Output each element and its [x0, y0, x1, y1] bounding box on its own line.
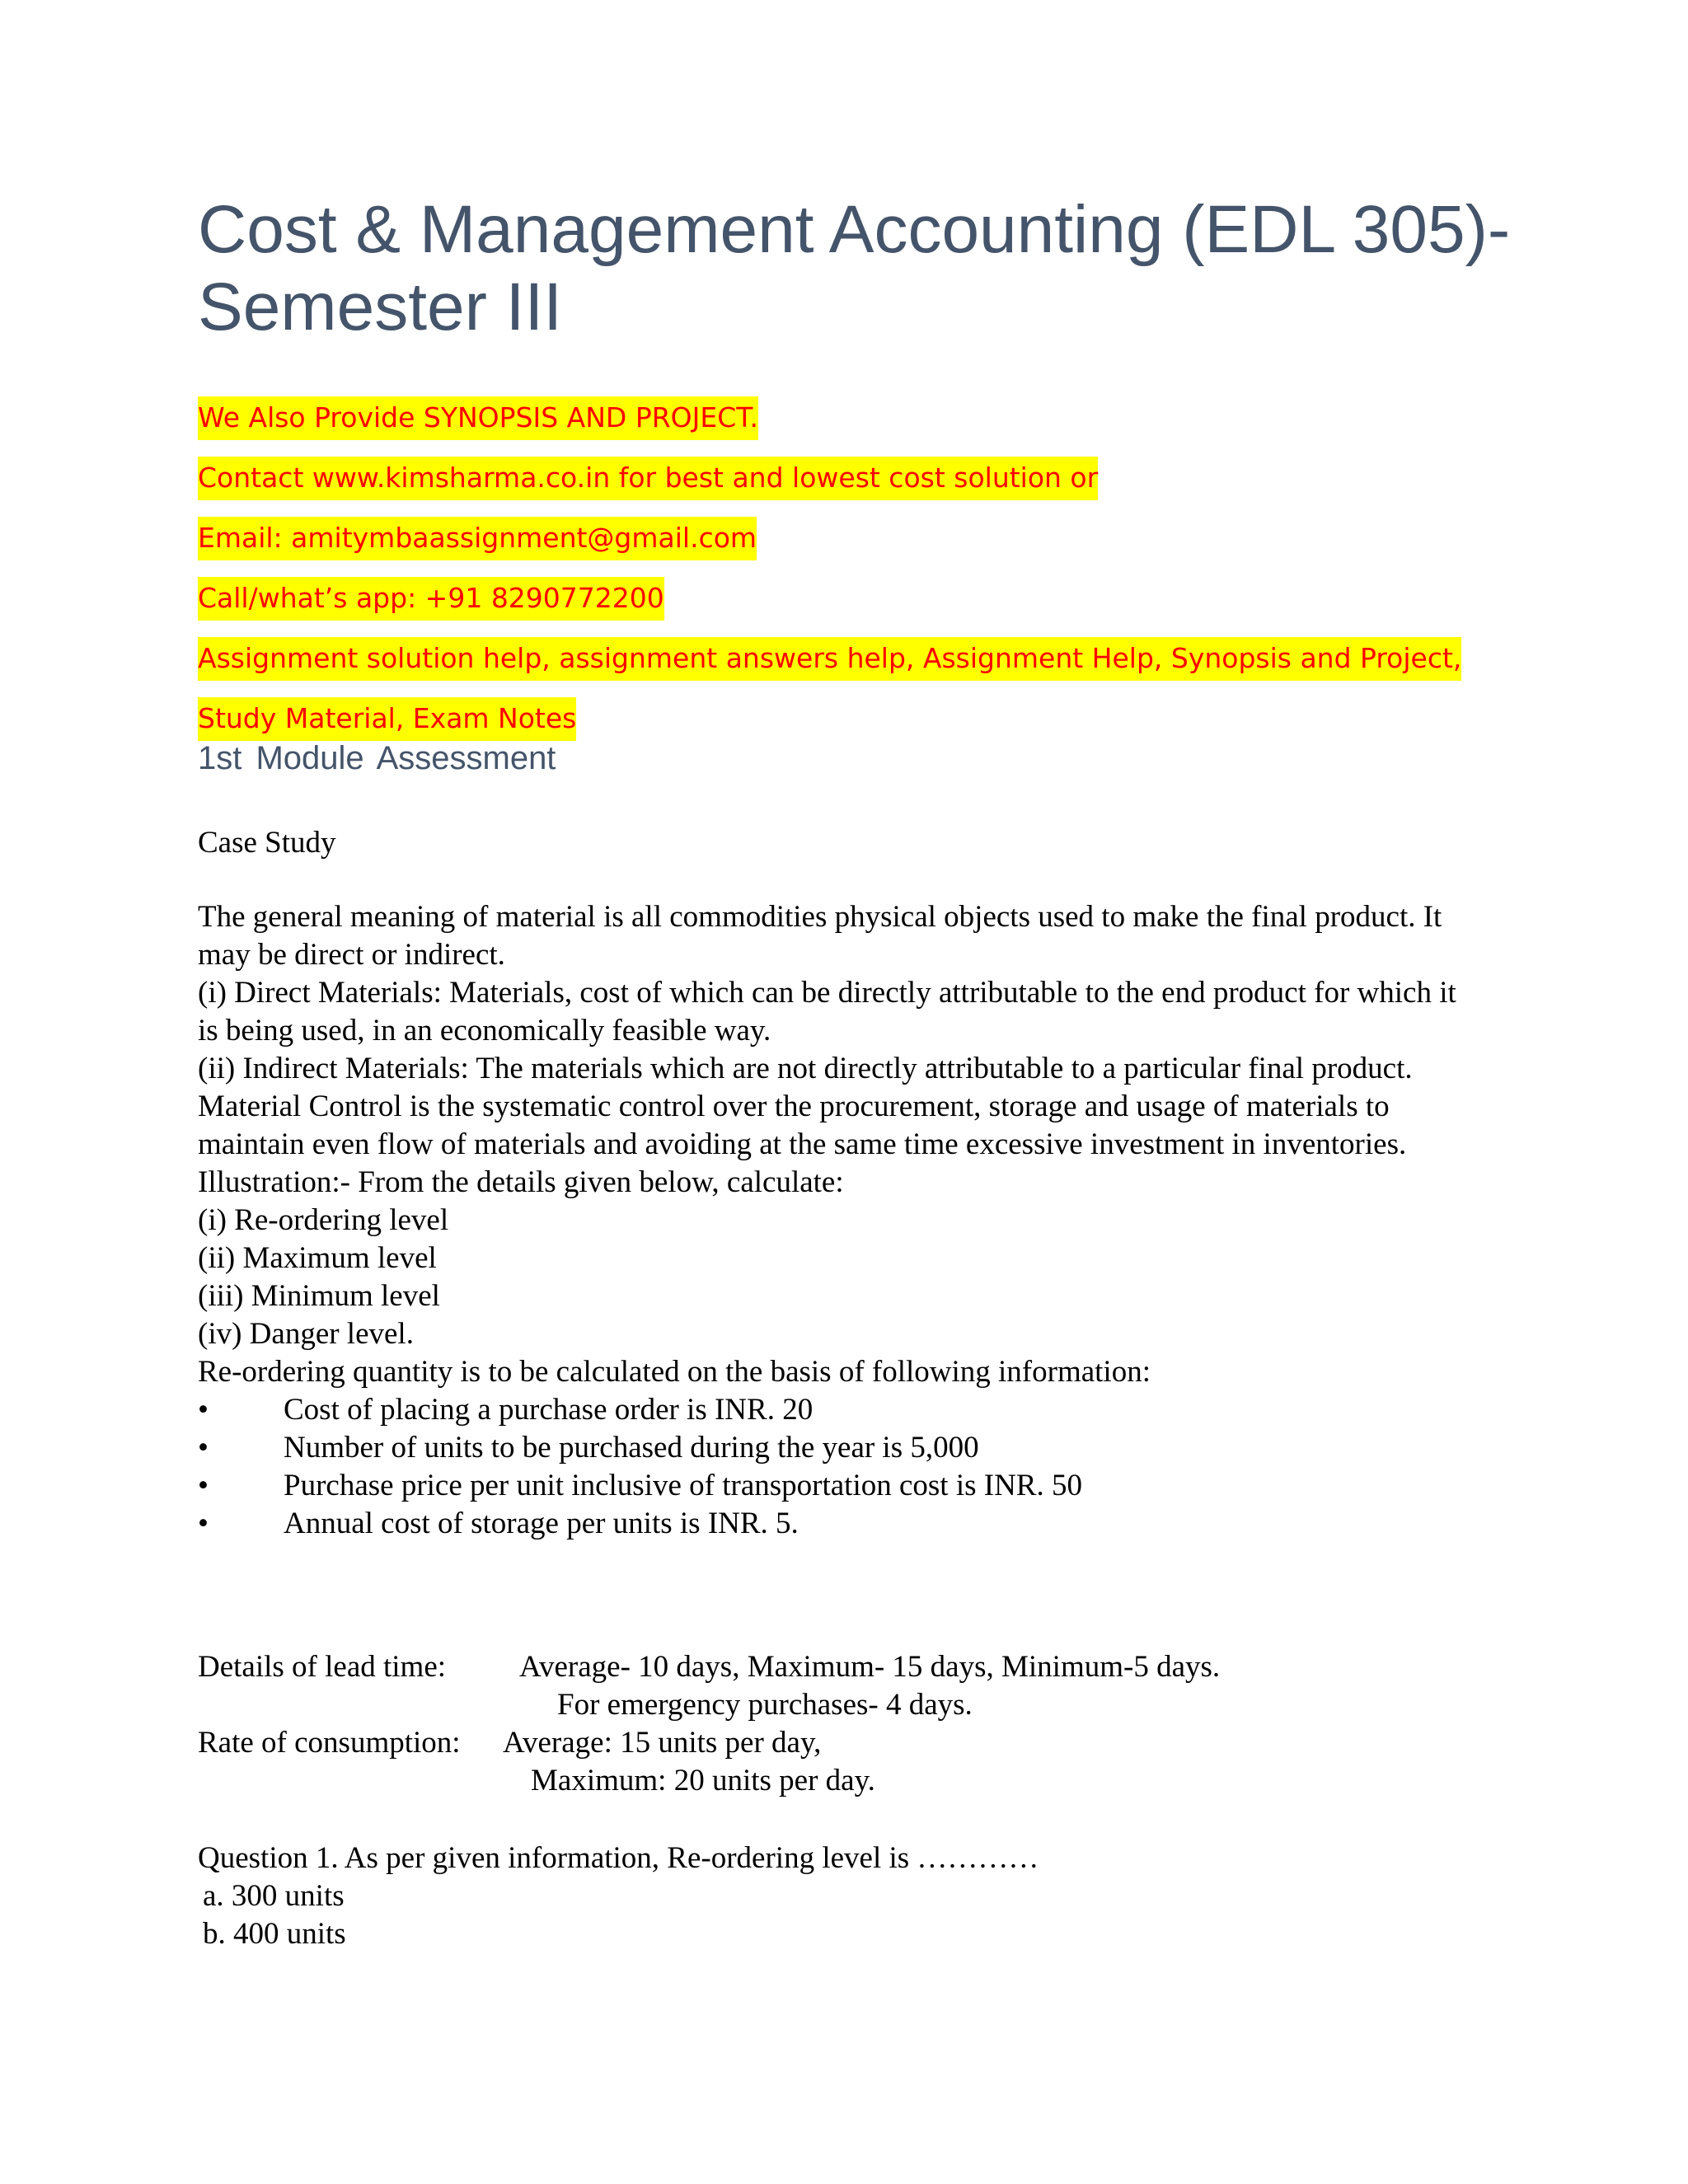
paragraph-indirect-materials: (ii) Indirect Materials: The materials which are not directly attributable to a particular final product.: [198, 1052, 1413, 1085]
bullet-text: Annual cost of storage per units is INR. 5.: [284, 1507, 799, 1540]
paragraph-direct-materials: (i) Direct Materials: Materials, cost of which can be directly attributable to the end product for which it is being used, in an economically feasible way.: [198, 976, 1456, 1047]
question-1: [198, 1840, 1517, 1953]
bullet-item: [198, 1467, 1484, 1505]
paragraph-reorder-intro: Re-ordering quantity is to be calculated on the basis of following information:: [198, 1355, 1151, 1389]
title-line-2: Semester III: [198, 269, 563, 344]
bullet-item: [198, 1429, 1484, 1467]
title-line-1: Cost & Management Accounting (EDL 305)-: [198, 192, 1511, 267]
answer-option: b. 400 units: [203, 1917, 346, 1951]
consumption-average: Average: 15 units per day,: [503, 1726, 822, 1760]
lead-time-row: [198, 1648, 1517, 1686]
bullet-icon: •: [198, 1431, 209, 1465]
case-study-heading: Case Study: [198, 826, 336, 860]
lead-time-emergency: For emergency purchases- 4 days.: [557, 1688, 973, 1722]
calc-item: (iv) Danger level.: [198, 1317, 414, 1351]
lead-time-emergency-row: [198, 1686, 1517, 1724]
calc-item: (iii) Minimum level: [198, 1279, 440, 1313]
document-title: [198, 191, 1550, 346]
paragraph-general: The general meaning of material is all commodities physical objects used to make the final product. It may be direct or indirect.: [198, 900, 1442, 972]
consumption-label: Rate of consumption:: [198, 1726, 461, 1760]
promo-email-line[interactable]: Email: amitymbaassignment@gmail.com: [198, 508, 1599, 568]
promo-line: We Also Provide SYNOPSIS AND PROJECT.: [198, 387, 1599, 448]
case-study-content: [198, 898, 1484, 1543]
paragraph-illustration: Illustration:- From the details given below, calculate:: [198, 1165, 844, 1199]
calc-item: (i) Re-ordering level: [198, 1203, 449, 1237]
module-heading: 1st Module Assessment: [198, 740, 556, 776]
promo-phone-line: Call/what’s app: +91 8290772200: [198, 568, 1599, 628]
bullet-text: Cost of placing a purchase order is INR. 20: [284, 1393, 814, 1427]
calc-item: (ii) Maximum level: [198, 1241, 437, 1275]
bullet-icon: •: [198, 1469, 209, 1502]
consumption-maximum: Maximum: 20 units per day.: [531, 1764, 875, 1797]
consumption-row: [198, 1724, 1517, 1762]
lead-time-label: Details of lead time:: [198, 1650, 447, 1684]
bullet-item: [198, 1391, 1484, 1429]
lead-time-details: [198, 1648, 1517, 1800]
bullet-icon: •: [198, 1393, 209, 1427]
bullet-item: [198, 1505, 1484, 1543]
lead-time-value: Average- 10 days, Maximum- 15 days, Minimum-5 days.: [519, 1650, 1221, 1684]
bullet-text: Purchase price per unit inclusive of transportation cost is INR. 50: [284, 1469, 1082, 1502]
promo-contact-line[interactable]: Contact www.kimsharma.co.in for best and lowest cost solution or: [198, 448, 1599, 508]
promo-block: [198, 387, 1599, 748]
promo-services-line-2: Study Material, Exam Notes: [198, 688, 1599, 748]
question-text: Question 1. As per given information, Re-ordering level is …………: [198, 1841, 1039, 1875]
promo-services-line: Assignment solution help, assignment answers help, Assignment Help, Synopsis and Project,: [198, 628, 1599, 688]
bullet-icon: •: [198, 1507, 209, 1540]
consumption-max-row: [198, 1762, 1517, 1800]
bullet-text: Number of units to be purchased during the year is 5,000: [284, 1431, 979, 1465]
paragraph-material-control: Material Control is the systematic control over the procurement, storage and usage of materials to maintain even flow of materials and avoiding at the same time excessive investment in inventories.: [198, 1090, 1407, 1161]
answer-option: a. 300 units: [203, 1879, 345, 1913]
